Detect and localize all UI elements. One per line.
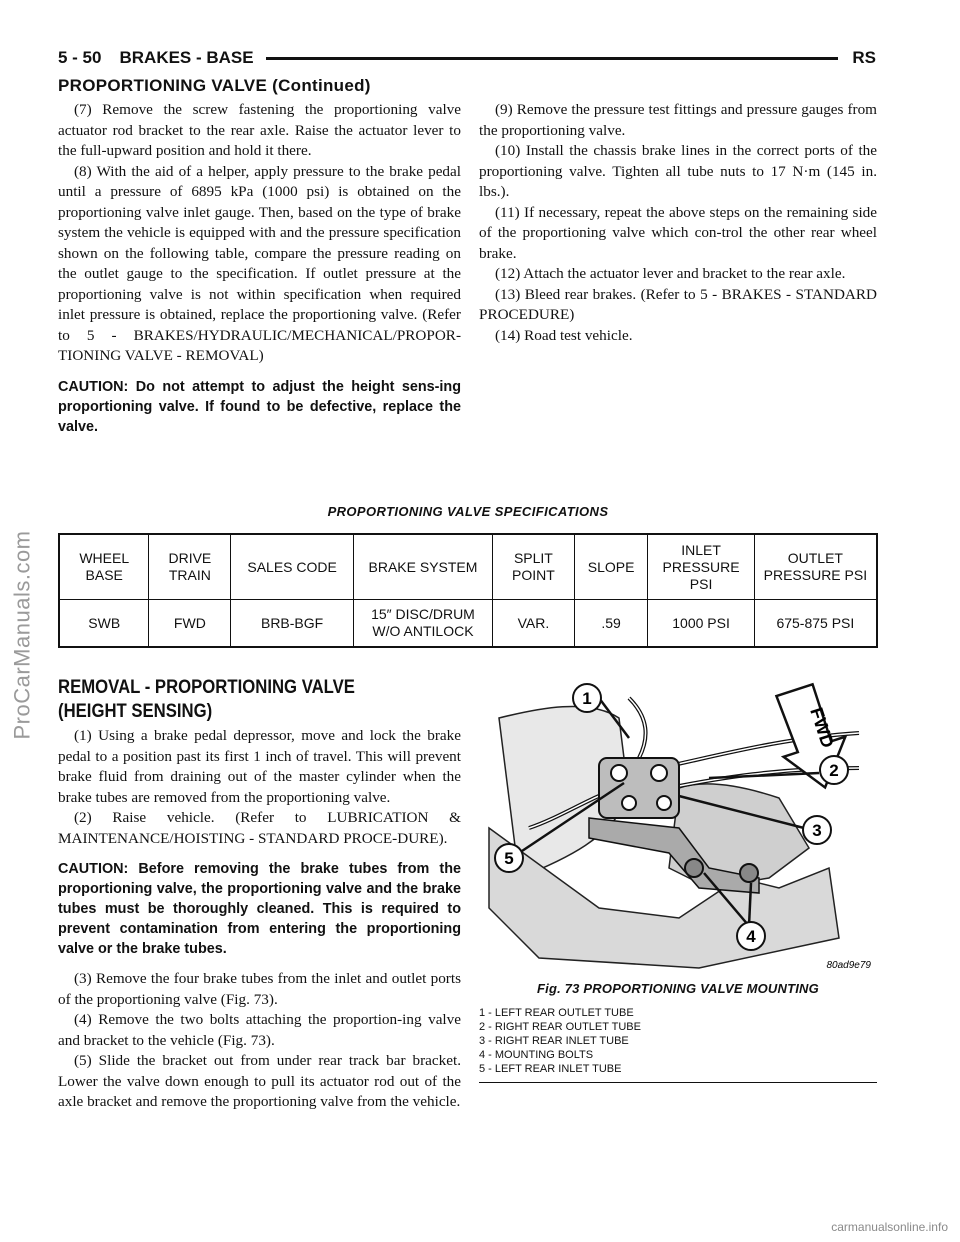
step-7: (7) Remove the screw fastening the proportioning valve actuator rod bracket to the rear axle. Raise the actuator lever to the full-upward position and hold it there. — [58, 101, 461, 159]
removal-step-2: (2) Raise vehicle. (Refer to LUBRICATION & MAINTENANCE/HOISTING - STANDARD PROCE-DURE). — [58, 809, 461, 847]
callout-3: 3 — [812, 821, 822, 840]
step-9: (9) Remove the pressure test fittings and pressure gauges from the proportioning valve. — [479, 101, 877, 139]
spec-table — [58, 533, 878, 648]
table-cell: .59 — [574, 600, 648, 648]
callout-4: 4 — [746, 927, 756, 946]
header-cell: SPLIT POINT — [493, 534, 575, 600]
callout-5: 5 — [504, 849, 514, 868]
figure-caption: Fig. 73 PROPORTIONING VALVE MOUNTING — [537, 981, 819, 996]
continued-title: PROPORTIONING VALVE (Continued) — [58, 76, 371, 95]
header-cell: WHEEL BASE — [59, 534, 149, 600]
table-cell: FWD — [149, 600, 231, 648]
page-number: 5 - 50 — [58, 48, 102, 67]
removal-step-5: (5) Slide the bracket out from under rear track bar bracket. Lower the valve down enough to pull its actuator rod out of the axle bracket and remove the proportioning valve from the vehicle. — [58, 1052, 461, 1110]
section-title: BRAKES - BASE — [119, 48, 254, 67]
table-cell: 1000 PSI — [648, 600, 754, 648]
callout-1: 1 — [582, 689, 592, 708]
callout-2: 2 — [829, 761, 839, 780]
table-title: PROPORTIONING VALVE SPECIFICATIONS — [327, 504, 609, 519]
removal-step-3: (3) Remove the four brake tubes from the inlet and outlet ports of the proportioning valve (Fig. 73). — [58, 970, 461, 1008]
legend-item: 5 - LEFT REAR INLET TUBE — [479, 1063, 622, 1075]
left-column-top — [58, 100, 461, 437]
page-header — [58, 44, 876, 72]
fwd-label: FWD — [806, 705, 838, 751]
left-column-bottom — [58, 726, 461, 1113]
step-11: (11) If necessary, repeat the above steps on the remaining side of the proportioning valve which con-trol the other rear wheel brake. — [479, 203, 877, 262]
table-cell: BRB-BGF — [231, 600, 354, 648]
header-cell: SALES CODE — [231, 534, 354, 600]
step-10: (10) Install the chassis brake lines in the correct ports of the proportioning valve. Tighten all tube nuts to 17 N·m (145 in. lbs.). — [479, 142, 877, 200]
legend-item: 2 - RIGHT REAR OUTLET TUBE — [479, 1021, 641, 1033]
legend-item: 4 - MOUNTING BOLTS — [479, 1049, 594, 1061]
caution-clean: CAUTION: Before removing the brake tubes from the proportioning valve, the proportioning valve and the brake tubes must be thoroughly cleaned. This is required to prevent contamination from entering the proportioning valve or the brake tubes. — [58, 861, 461, 957]
table-row — [59, 600, 877, 648]
caution-adjust: CAUTION: Do not attempt to adjust the height sens-ing proportioning valve. If found to be defective, replace the valve. — [58, 378, 461, 435]
removal-heading: REMOVAL - PROPORTIONING VALVE (HEIGHT SENSING) — [58, 677, 355, 722]
header-cell: SLOPE — [574, 534, 648, 600]
header-cell: OUTLET PRESSURE PSI — [754, 534, 877, 600]
step-8: (8) With the aid of a helper, apply pressure to the brake pedal until a pressure of 6895 kPa (1000 psi) is obtained on the proportioning valve inlet gauge. Then, based on the type of brake system the vehicle is equipped with and the pressure specification shown on the following table, compare the pressure reading on the outlet gauge to the specification. If outlet pressure at the proportioning valve is not within specification when required inlet pressure is obtained, replace the proportioning valve. (Refer to 5 - BRAKES/HYDRAULIC/MECHANICAL/PROPOR-TIONING VALVE - REMOVAL) — [58, 162, 461, 364]
table-header-row — [59, 534, 877, 600]
header-cell: DRIVE TRAIN — [149, 534, 231, 600]
figure-73 — [479, 678, 877, 978]
footer-url: carmanualsonline.info — [831, 1220, 948, 1234]
removal-step-1: (1) Using a brake pedal depressor, move and lock the brake pedal to a position past its first 1 inch of travel. This will prevent brake fluid from draining out of the master cylinder when the brake tubes are removed from the proportioning valve. — [58, 727, 461, 806]
table-cell: SWB — [59, 600, 149, 648]
figure-code: 80ad9e79 — [826, 960, 871, 971]
side-watermark — [4, 60, 40, 1210]
legend-item: 3 - RIGHT REAR INLET TUBE — [479, 1035, 629, 1047]
table-cell: VAR. — [493, 600, 575, 648]
table-cell: 15″ DISC/DRUM W/O ANTILOCK — [353, 600, 492, 648]
header-rule — [266, 57, 839, 60]
spec-table-section — [58, 504, 878, 648]
right-column-top — [479, 100, 877, 346]
header-cell: BRAKE SYSTEM — [353, 534, 492, 600]
model-code: RS — [852, 48, 876, 67]
valve-mounting-illustration — [479, 678, 877, 978]
header-cell: INLET PRESSURE PSI — [648, 534, 754, 600]
removal-step-4: (4) Remove the two bolts attaching the proportion-ing valve and bracket to the vehicle (Fig. 73). — [58, 1011, 461, 1049]
table-cell: 675-875 PSI — [754, 600, 877, 648]
step-13: (13) Bleed rear brakes. (Refer to 5 - BRAKES - STANDARD PROCEDURE) — [479, 285, 877, 323]
figure-legend — [479, 1006, 877, 1083]
step-12: (12) Attach the actuator lever and bracket to the rear axle. — [495, 265, 846, 282]
watermark-text: ProCarManuals.com — [9, 530, 35, 740]
legend-item: 1 - LEFT REAR OUTLET TUBE — [479, 1007, 634, 1019]
step-14: (14) Road test vehicle. — [495, 326, 633, 344]
